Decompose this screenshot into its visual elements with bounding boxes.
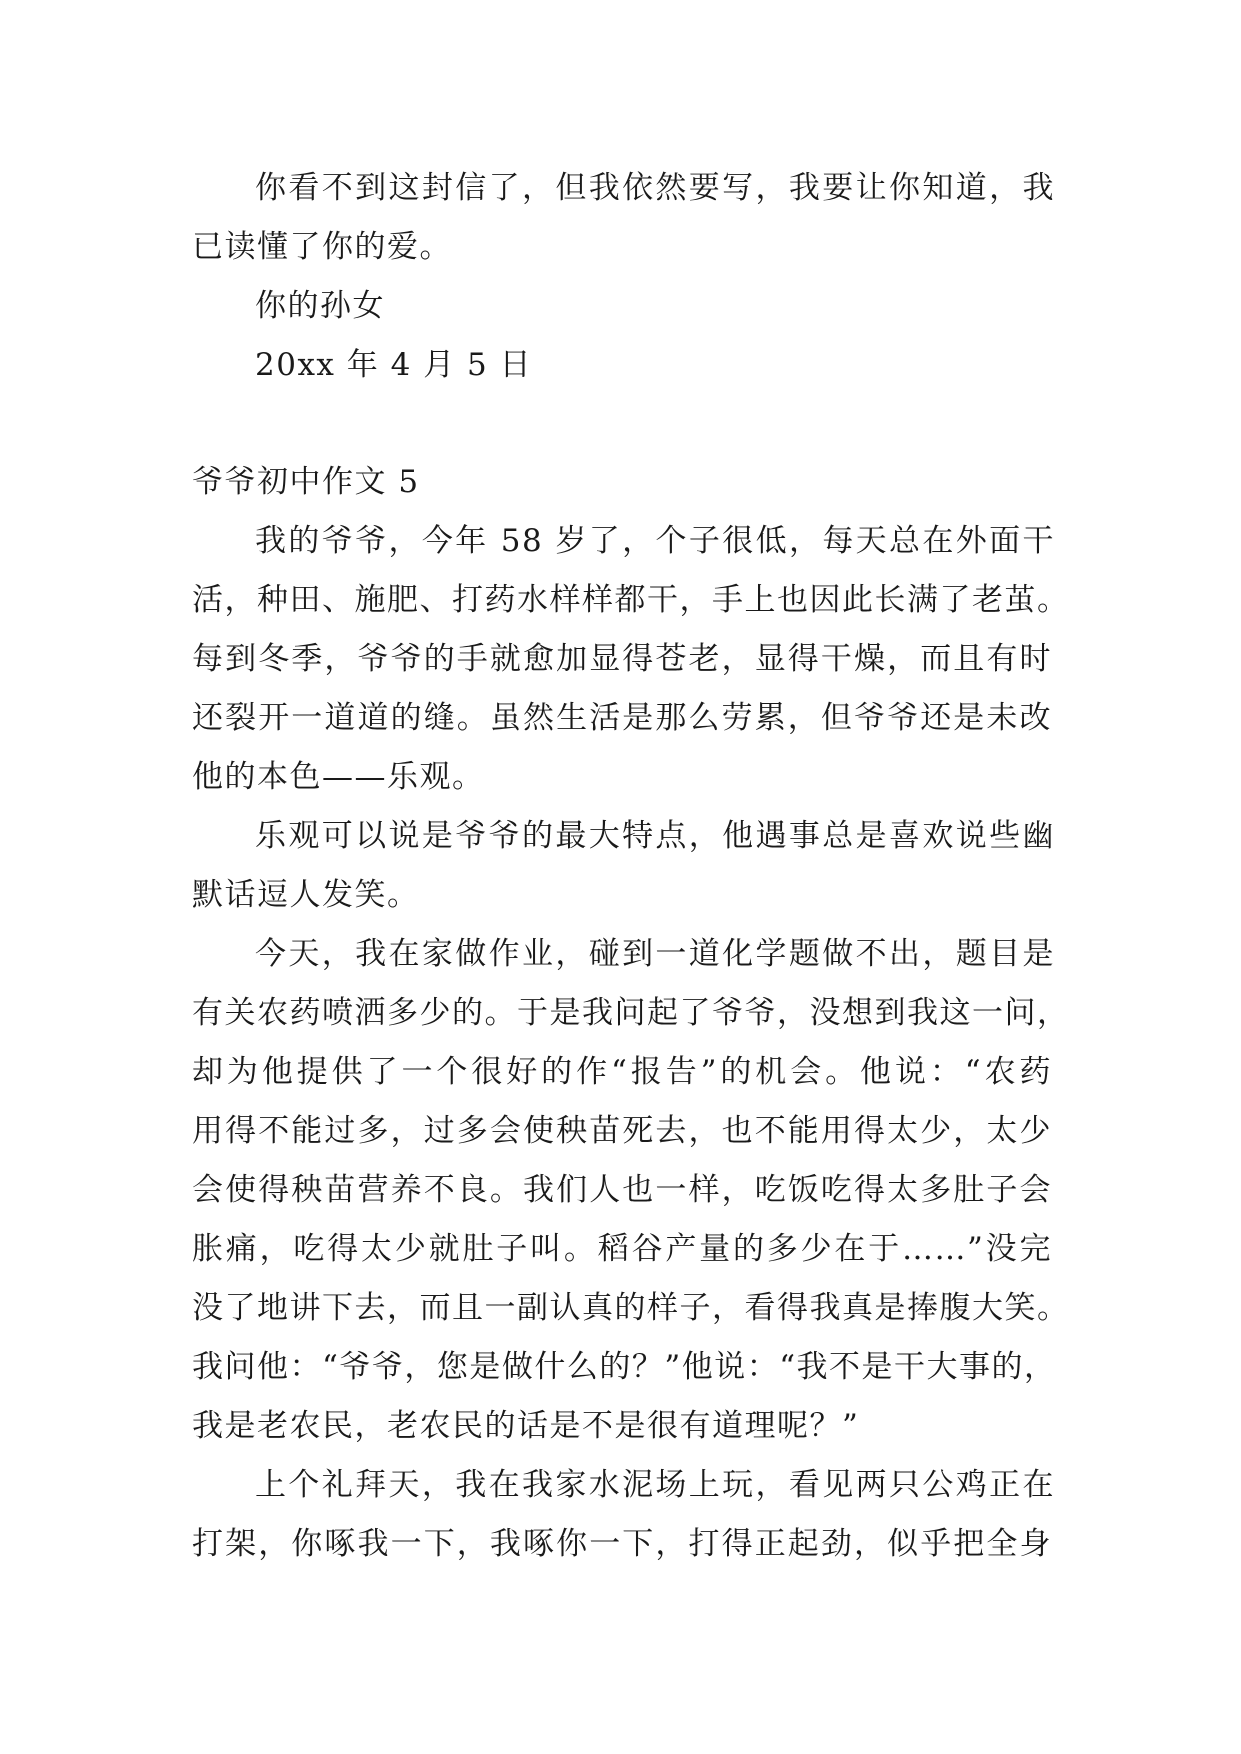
essay-p3-line-9: 我是老农民，老农民的话是不是很有道理呢？”	[192, 1408, 860, 1444]
essay-p4-line-1: 上个礼拜天，我在我家水泥场上玩，看见两只公鸡正在	[255, 1467, 1055, 1503]
essay-p3-line-2: 有关农药喷洒多少的。于是我问起了爷爷，没想到我这一问，	[192, 995, 1070, 1031]
essay-p4-line-2: 打架，你啄我一下，我啄你一下，打得正起劲，似乎把全身	[192, 1526, 1052, 1562]
essay-p3-line-1: 今天，我在家做作业，碰到一道化学题做不出，题目是	[255, 936, 1055, 972]
essay-p3-line-6: 胀痛，吃得太少就肚子叫。稻谷产量的多少在于……”没完	[192, 1231, 1052, 1267]
essay-p3-line-8: 我问他：“爷爷，您是做什么的？”他说：“我不是干大事的，	[192, 1349, 1057, 1385]
essay-p1-line-1: 我的爷爷，今年 58 岁了，个子很低，每天总在外面干	[255, 523, 1055, 559]
essay-p3-line-5: 会使得秧苗营养不良。我们人也一样，吃饭吃得太多肚子会	[192, 1172, 1052, 1208]
letter-date: 20xx 年 4 月 5 日	[255, 347, 533, 383]
letter-signature: 你的孙女	[255, 288, 385, 324]
essay-p1-line-3: 每到冬季，爷爷的手就愈加显得苍老，显得干燥，而且有时	[192, 641, 1052, 677]
letter-paragraph-line-1: 你看不到这封信了，但我依然要写，我要让你知道，我	[255, 170, 1055, 206]
letter-paragraph-line-2: 已读懂了你的爱。	[192, 229, 452, 265]
essay-p3-line-4: 用得不能过多，过多会使秧苗死去，也不能用得太少，太少	[192, 1113, 1052, 1149]
essay-p1-line-5: 他的本色——乐观。	[192, 759, 485, 795]
essay-p3-line-3: 却为他提供了一个很好的作“报告”的机会。他说：“农药	[192, 1054, 1052, 1090]
essay-p2-line-2: 默话逗人发笑。	[192, 877, 420, 913]
essay-title: 爷爷初中作文 5	[192, 464, 420, 500]
essay-p1-line-2: 活，种田、施肥、打药水样样都干，手上也因此长满了老茧。	[192, 582, 1070, 618]
essay-p2-line-1: 乐观可以说是爷爷的最大特点，他遇事总是喜欢说些幽	[255, 818, 1055, 854]
essay-p3-line-7: 没了地讲下去，而且一副认真的样子，看得我真是捧腹大笑。	[192, 1290, 1070, 1326]
essay-p1-line-4: 还裂开一道道的缝。虽然生活是那么劳累，但爷爷还是未改	[192, 700, 1052, 736]
